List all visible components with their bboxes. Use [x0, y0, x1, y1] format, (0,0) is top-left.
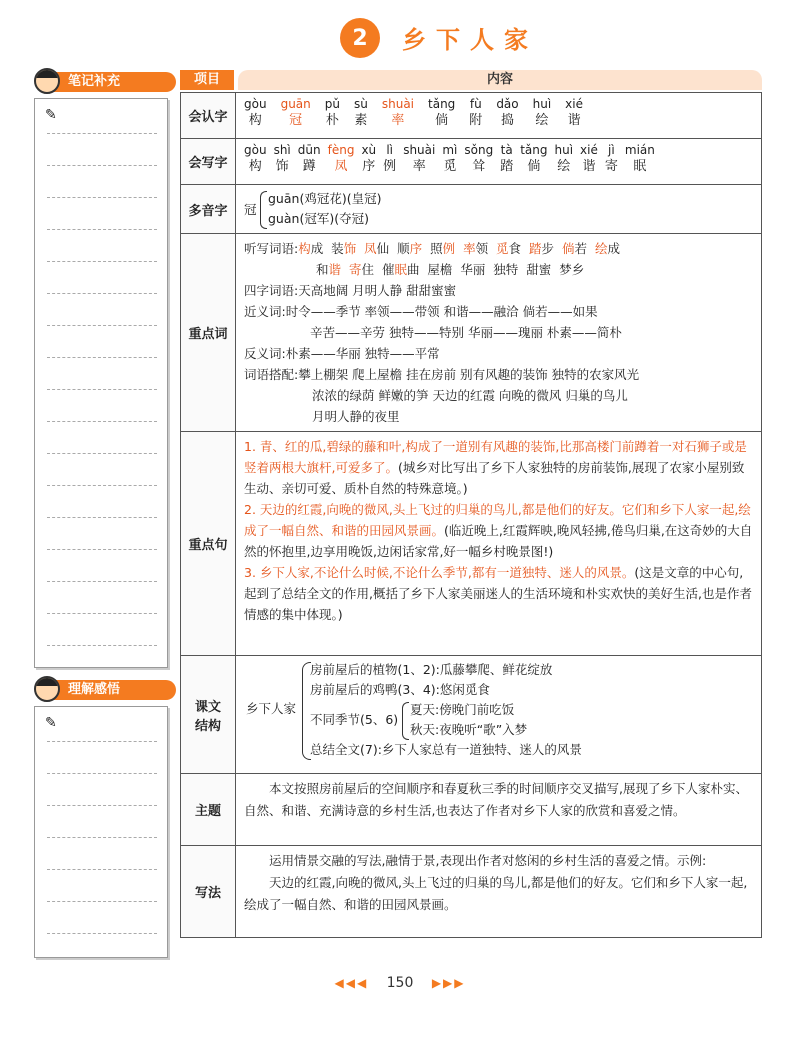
structure-diagram — [244, 660, 753, 760]
row-label: 主题 — [181, 774, 236, 846]
girl-avatar-icon — [34, 676, 60, 702]
pencil-icon: ✎ — [45, 107, 57, 123]
char-with-pinyin: shuài 率 — [381, 97, 415, 128]
understanding-box[interactable] — [34, 706, 168, 958]
row-label: 多音字 — [181, 185, 236, 234]
collocation-3: 月明人静的夜里 — [312, 409, 400, 424]
theme-text: 本文按照房前屋后的空间顺序和春夏秋三季的时间顺序交叉描写,展现了乡下人家朴实、自然、和谐、充满诗意的乡村生活,也表达了作者对乡下人家的欣赏和喜爱之情。 — [236, 774, 762, 846]
page-footer — [0, 975, 800, 991]
char-with-pinyin: shì 饰 — [273, 143, 291, 174]
polyphone-reading-2: guàn(冠军)(夺冠) — [268, 211, 369, 226]
row-label: 会认字 — [181, 93, 236, 139]
row-keywords — [181, 234, 762, 432]
char-with-pinyin: gòu 构 — [244, 97, 267, 128]
understanding-label: 理解感悟 — [52, 680, 176, 700]
girl-avatar-icon — [34, 68, 60, 94]
char-with-pinyin: mì 觅 — [442, 143, 458, 174]
structure-branch: 不同季节(5、6) — [310, 712, 399, 727]
structure-sub-branch: 秋天:夜晚听“歌”入梦 — [410, 722, 528, 737]
lesson-table — [180, 70, 762, 938]
notes-panel — [34, 70, 168, 668]
structure-sub-branch: 夏天:傍晚门前吃饭 — [410, 702, 515, 717]
char-with-pinyin: xù 序 — [361, 143, 377, 174]
char-with-pinyin: tǎng 倘 — [428, 97, 456, 128]
row-polyphone — [181, 185, 762, 234]
char-with-pinyin: dǎo 捣 — [496, 97, 519, 128]
char-with-pinyin: sǒng 耸 — [464, 143, 494, 174]
pencil-icon: ✎ — [45, 715, 57, 731]
row-method — [181, 846, 762, 938]
method-text: 运用情景交融的写法,融情于景,表现出作者对悠闲的乡村生活的喜爱之情。示例: — [269, 853, 707, 868]
char-with-pinyin: dūn 蹲 — [297, 143, 321, 174]
row-label: 重点词 — [181, 234, 236, 432]
row-recognize — [181, 93, 762, 139]
char-with-pinyin: lì 例 — [383, 143, 397, 174]
row-label: 课文 结构 — [181, 656, 236, 774]
key-sentence-1: 1. 青、红的瓜,碧绿的藤和叶,构成了一道别有风趣的装饰,比那高楼门前蹲着一对石狮子或是竖着两根大旗杆,可爱多了。(城乡对比写出了乡下人家独特的房前装饰,展现了农家小屋别致生动、亲切可爱、质朴自然的特殊意境。) — [244, 439, 747, 496]
row-label: 写法 — [181, 846, 236, 938]
row-label: 重点句 — [181, 432, 236, 656]
page-number: 150 — [386, 975, 414, 991]
listen-write-line-2: 和谐 寄住 催眠曲 屋檐 华丽 独特 甜蜜 梦乡 — [316, 262, 585, 277]
char-with-pinyin: huì 绘 — [532, 97, 552, 128]
collocation-1: 词语搭配:攀上棚架 爬上屋檐 挂在房前 别有风趣的装饰 独特的农家风光 — [244, 367, 640, 382]
char-with-pinyin: xié 谐 — [580, 143, 598, 174]
prev-arrows-icon: ◀◀◀ — [334, 976, 369, 990]
collocation-2: 浓浓的绿荫 鲜嫩的笋 天边的红霞 向晚的微风 归巢的鸟儿 — [312, 388, 628, 403]
char-with-pinyin: tà 踏 — [500, 143, 514, 174]
structure-branch: 房前屋后的植物(1、2):瓜藤攀爬、鲜花绽放 — [310, 662, 553, 677]
synonyms-2: 辛苦——辛劳 独特——特别 华丽——瑰丽 朴素——简朴 — [310, 325, 622, 340]
char-with-pinyin: sù 素 — [354, 97, 368, 128]
lesson-title: 乡下人家 — [402, 26, 538, 54]
next-arrows-icon: ▶▶▶ — [431, 976, 466, 990]
method-example: 天边的红霞,向晚的微风,头上飞过的归巢的鸟儿,都是他们的好友。它们和乡下人家一起,绘成了一幅自然、和谐的田园风景画。 — [244, 875, 748, 912]
row-structure — [181, 656, 762, 774]
structure-root: 乡下人家 — [246, 701, 297, 716]
char-with-pinyin: guān 冠 — [280, 97, 311, 128]
char-with-pinyin: tǎng 倘 — [520, 143, 548, 174]
char-with-pinyin: pǔ 朴 — [324, 97, 340, 128]
recognize-chars — [236, 93, 762, 139]
understanding-panel — [34, 678, 168, 958]
notes-label: 笔记补充 — [52, 72, 176, 92]
write-chars — [236, 139, 762, 185]
polyphone-reading-1: guān(鸡冠花)(皇冠) — [268, 191, 382, 206]
char-with-pinyin: fèng 凤 — [327, 143, 355, 174]
row-label: 会写字 — [181, 139, 236, 185]
char-with-pinyin: xié 谐 — [565, 97, 583, 128]
column-item: 项目 — [180, 70, 234, 90]
char-with-pinyin: jì 寄 — [604, 143, 618, 174]
char-with-pinyin: mián 眠 — [624, 143, 655, 174]
key-sentence-2: 2. 天边的红霞,向晚的微风,头上飞过的归巢的鸟儿,都是他们的好友。它们和乡下人家一起,绘成了一幅自然、和谐的田园风景画。(临近晚上,红霞辉映,晚风轻拂,倦鸟归巢,在这奇妙的大自然的怀抱里,边享用晚饭,边闲话家常,好一幅乡村晚景图!) — [244, 502, 753, 559]
column-content: 内容 — [238, 70, 762, 90]
key-sentence-3: 3. 乡下人家,不论什么时候,不论什么季节,都有一道独特、迷人的风景。(这是文章的中心句,起到了总结全文的作用,概括了乡下人家美丽迷人的生活环境和朴实欢快的美好生活,也是作者情感的集中体现。) — [244, 565, 752, 622]
structure-branch: 房前屋后的鸡鸭(3、4):悠闲觅食 — [310, 682, 490, 697]
lesson-number: 2 — [340, 18, 380, 58]
row-sentences — [181, 432, 762, 656]
polyphone-char: 冠 — [244, 202, 257, 217]
char-with-pinyin: shuài 率 — [403, 143, 436, 174]
page-header — [0, 18, 800, 58]
row-theme — [181, 774, 762, 846]
char-with-pinyin: huì 绘 — [554, 143, 574, 174]
char-with-pinyin: fù 附 — [469, 97, 483, 128]
four-char-words: 四字词语:天高地阔 月明人静 甜甜蜜蜜 — [244, 283, 457, 298]
row-write — [181, 139, 762, 185]
structure-branch: 总结全文(7):乡下人家总有一道独特、迷人的风景 — [310, 742, 582, 757]
char-with-pinyin: gòu 构 — [244, 143, 267, 174]
listen-write-line-1: 听写词语:构成 装饰 凤仙 顺序 照例 率领 觅食 踏步 倘若 绘成 — [244, 241, 620, 256]
notes-box[interactable] — [34, 98, 168, 668]
antonyms: 反义词:朴素——华丽 独特——平常 — [244, 346, 440, 361]
synonyms-1: 近义词:时令——季节 率领——带领 和谐——融洽 倘若——如果 — [244, 304, 598, 319]
